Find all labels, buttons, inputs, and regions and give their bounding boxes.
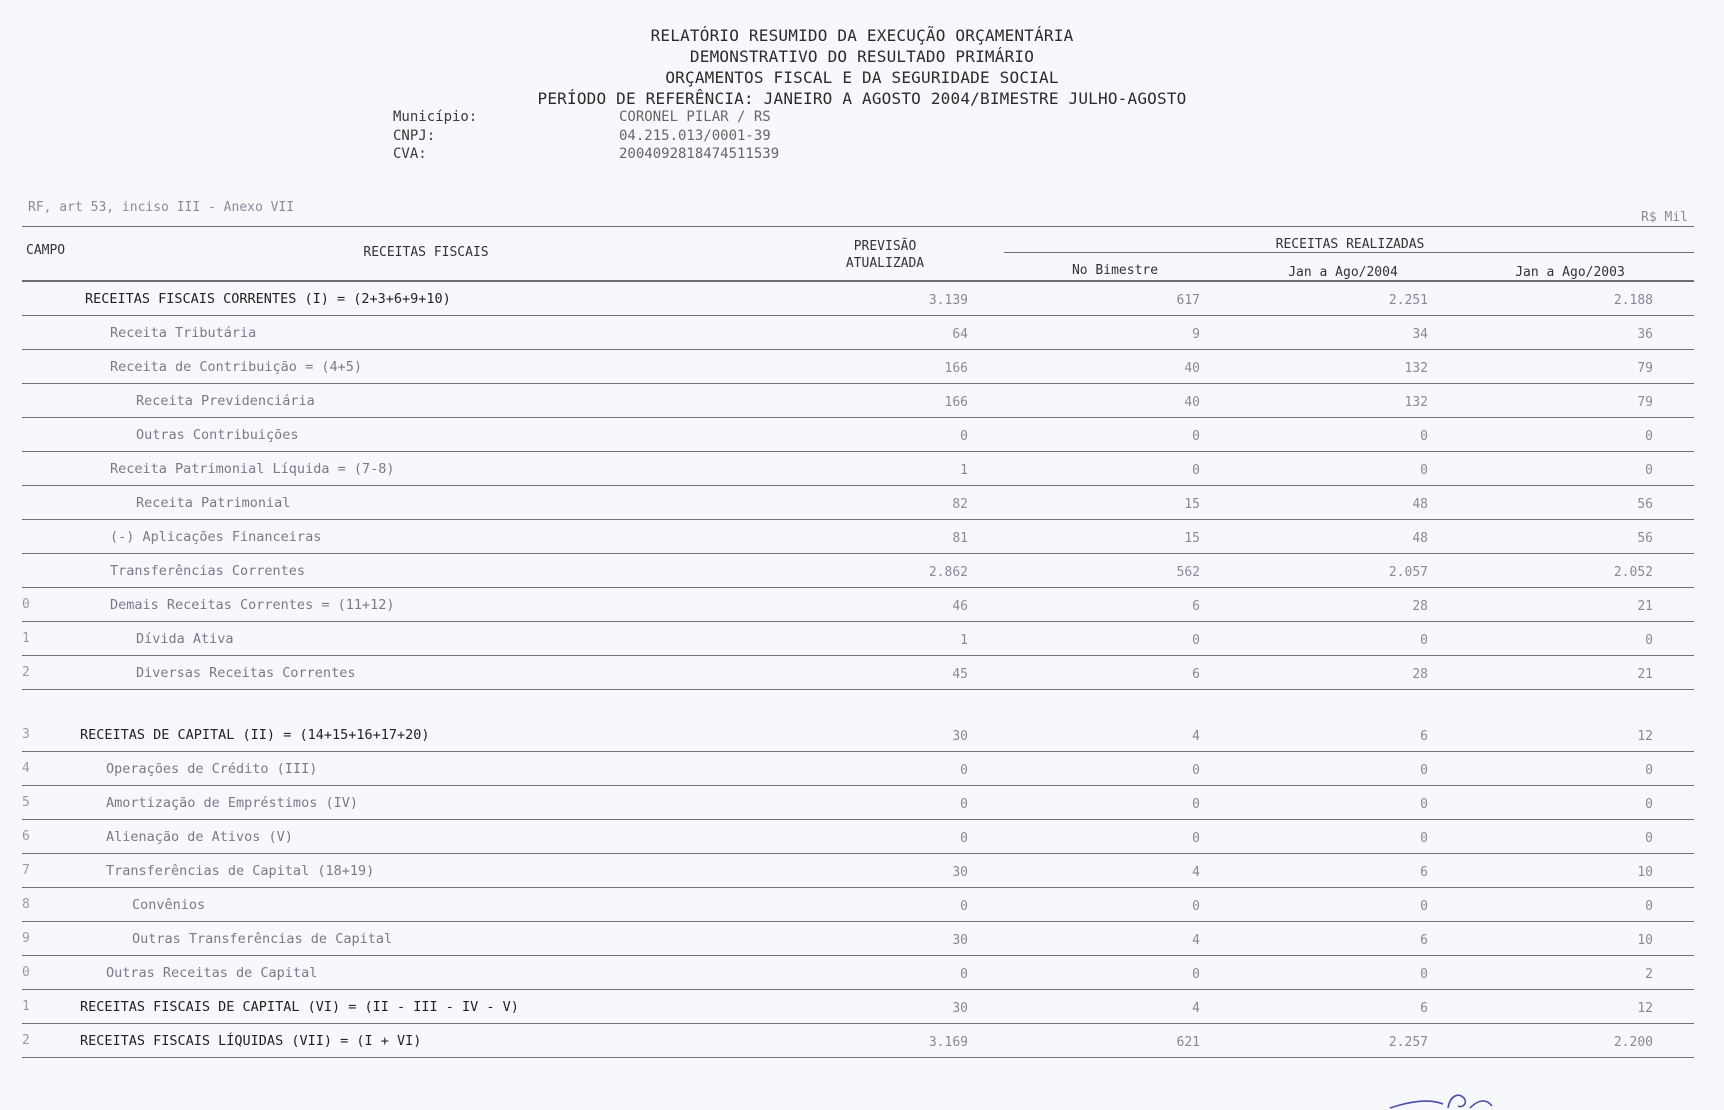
row-code: 3	[22, 727, 30, 742]
value-2003: 0	[1645, 633, 1653, 648]
value-bimestre: 4	[1192, 1001, 1200, 1016]
value-previsao: 30	[952, 1001, 968, 1016]
table-row	[0, 854, 1724, 888]
value-2004: 28	[1412, 599, 1428, 614]
value-bimestre: 6	[1192, 599, 1200, 614]
value-bimestre: 15	[1184, 531, 1200, 546]
row-label: Outras Receitas de Capital	[106, 965, 318, 981]
value-2003: 79	[1637, 395, 1653, 410]
table-row	[0, 350, 1724, 384]
row-label: Outras Contribuições	[136, 427, 299, 443]
report-title	[0, 25, 1724, 109]
table-row	[0, 486, 1724, 520]
value-bimestre: 0	[1192, 967, 1200, 982]
value-previsao: 1	[960, 463, 968, 478]
row-code: 4	[22, 761, 30, 776]
value-bimestre: 0	[1192, 831, 1200, 846]
value-2003: 2	[1645, 967, 1653, 982]
value-2004: 28	[1412, 667, 1428, 682]
value-2004: 0	[1420, 831, 1428, 846]
value-2003: 0	[1645, 899, 1653, 914]
row-label: Transferências Correntes	[110, 563, 306, 579]
row-label: RECEITAS FISCAIS DE CAPITAL (VI) = (II - III - IV - V)	[80, 999, 519, 1015]
row-code: 6	[22, 829, 30, 844]
value-2004: 2.057	[1388, 565, 1428, 580]
value-2003: 21	[1637, 667, 1653, 682]
value-bimestre: 0	[1192, 899, 1200, 914]
table-row	[0, 316, 1724, 350]
header-jan-ago-2004: Jan a Ago/2004	[1288, 265, 1398, 280]
value-2004: 0	[1420, 463, 1428, 478]
signature-mark	[1388, 1088, 1538, 1110]
value-2004: 6	[1420, 933, 1428, 948]
table-row	[0, 888, 1724, 922]
header-jan-ago-2003: Jan a Ago/2003	[1515, 265, 1625, 280]
value-previsao: 3.169	[928, 1035, 968, 1050]
value-2004: 0	[1420, 633, 1428, 648]
value-previsao: 30	[952, 933, 968, 948]
row-label: RECEITAS FISCAIS CORRENTES (I) = (2+3+6+9+10)	[85, 291, 451, 307]
value-bimestre: 4	[1192, 729, 1200, 744]
value-2003: 12	[1637, 729, 1653, 744]
value-2003: 0	[1645, 429, 1653, 444]
info-cnpj: CNPJ: 04.215.013/0001-39	[393, 127, 771, 144]
value-bimestre: 0	[1192, 763, 1200, 778]
value-bimestre: 6	[1192, 667, 1200, 682]
unit-label: R$ Mil	[1641, 210, 1688, 225]
value-previsao: 166	[944, 361, 968, 376]
value-2004: 0	[1420, 763, 1428, 778]
table-row	[0, 622, 1724, 656]
value-bimestre: 9	[1192, 327, 1200, 342]
value-bimestre: 0	[1192, 429, 1200, 444]
row-label: Receita Patrimonial Líquida = (7-8)	[110, 461, 395, 477]
row-code: 2	[22, 665, 30, 680]
table-row	[0, 282, 1724, 316]
value-2003: 2.188	[1613, 293, 1653, 308]
value-2004: 6	[1420, 865, 1428, 880]
table-row	[0, 718, 1724, 752]
row-label: Alienação de Ativos (V)	[106, 829, 293, 845]
row-code: 7	[22, 863, 30, 878]
title-line-3: ORÇAMENTOS FISCAL E DA SEGURIDADE SOCIAL	[665, 68, 1059, 87]
header-top-rule	[22, 226, 1694, 227]
value-bimestre: 4	[1192, 865, 1200, 880]
value-2003: 56	[1637, 531, 1653, 546]
row-divider	[22, 1057, 1694, 1058]
header-previsao: PREVISÃO ATUALIZADA	[845, 239, 925, 271]
row-code: 8	[22, 897, 30, 912]
value-2004: 34	[1412, 327, 1428, 342]
value-previsao: 0	[960, 831, 968, 846]
table-row	[0, 922, 1724, 956]
law-reference: RF, art 53, inciso III - Anexo VII	[28, 200, 295, 215]
value-previsao: 0	[960, 899, 968, 914]
row-code: 9	[22, 931, 30, 946]
value-previsao: 30	[952, 865, 968, 880]
row-code: 1	[22, 631, 30, 646]
value-bimestre: 40	[1184, 361, 1200, 376]
value-2003: 36	[1637, 327, 1653, 342]
row-label: Operações de Crédito (III)	[106, 761, 318, 777]
header-campo: CAMPO	[26, 243, 66, 258]
row-label: RECEITAS FISCAIS LÍQUIDAS (VII) = (I + VI)	[80, 1033, 422, 1049]
value-2003: 2.052	[1613, 565, 1653, 580]
value-2003: 56	[1637, 497, 1653, 512]
value-previsao: 166	[944, 395, 968, 410]
value-2003: 10	[1637, 933, 1653, 948]
header-no-bimestre: No Bimestre	[1071, 263, 1159, 278]
value-bimestre: 0	[1192, 463, 1200, 478]
value-2004: 2.251	[1388, 293, 1428, 308]
table-row	[0, 656, 1724, 690]
row-label: Diversas Receitas Correntes	[136, 665, 356, 681]
value-bimestre: 0	[1192, 797, 1200, 812]
value-previsao: 45	[952, 667, 968, 682]
value-previsao: 0	[960, 763, 968, 778]
value-bimestre: 617	[1176, 293, 1200, 308]
table-row	[0, 786, 1724, 820]
row-label: Receita Previdenciária	[136, 393, 315, 409]
row-label: Convênios	[132, 897, 206, 913]
title-line-1: RELATÓRIO RESUMIDO DA EXECUÇÃO ORÇAMENTÁRIA	[650, 26, 1074, 45]
row-label: RECEITAS DE CAPITAL (II) = (14+15+16+17+20)	[80, 727, 430, 743]
row-label: Outras Transferências de Capital	[132, 931, 393, 947]
value-bimestre: 15	[1184, 497, 1200, 512]
value-previsao: 82	[952, 497, 968, 512]
value-previsao: 0	[960, 429, 968, 444]
table-row	[0, 384, 1724, 418]
value-previsao: 1	[960, 633, 968, 648]
value-2004: 132	[1404, 395, 1428, 410]
value-previsao: 46	[952, 599, 968, 614]
table-row	[0, 520, 1724, 554]
value-2003: 0	[1645, 763, 1653, 778]
title-line-2: DEMONSTRATIVO DO RESULTADO PRIMÁRIO	[689, 47, 1035, 66]
header-receitas-realizadas: RECEITAS REALIZADAS	[1275, 237, 1425, 252]
value-2004: 48	[1412, 497, 1428, 512]
value-2004: 6	[1420, 729, 1428, 744]
value-2003: 21	[1637, 599, 1653, 614]
row-label: Receita Patrimonial	[136, 495, 291, 511]
value-previsao: 0	[960, 967, 968, 982]
value-previsao: 64	[952, 327, 968, 342]
row-label: Receita Tributária	[110, 325, 257, 341]
value-2003: 12	[1637, 1001, 1653, 1016]
table-row	[0, 588, 1724, 622]
info-municipio: Município: CORONEL PILAR / RS	[393, 109, 771, 125]
entity-info	[393, 108, 779, 164]
value-2004: 2.257	[1388, 1035, 1428, 1050]
value-2003: 0	[1645, 831, 1653, 846]
value-2003: 10	[1637, 865, 1653, 880]
value-previsao: 81	[952, 531, 968, 546]
row-label: Receita de Contribuição = (4+5)	[110, 359, 362, 375]
value-2004: 132	[1404, 361, 1428, 376]
row-label: Transferências de Capital (18+19)	[106, 863, 375, 879]
value-previsao: 0	[960, 797, 968, 812]
row-code: 0	[22, 597, 30, 612]
value-2004: 0	[1420, 899, 1428, 914]
value-bimestre: 4	[1192, 933, 1200, 948]
table-row	[0, 1024, 1724, 1058]
value-previsao: 30	[952, 729, 968, 744]
value-2004: 0	[1420, 967, 1428, 982]
row-code: 2	[22, 1033, 30, 1048]
header-receitas-fiscais: RECEITAS FISCAIS	[363, 245, 489, 260]
table-row	[0, 554, 1724, 588]
value-2004: 48	[1412, 531, 1428, 546]
table-row	[0, 820, 1724, 854]
info-cva: CVA: 2004092818474511539	[393, 146, 780, 162]
value-bimestre: 0	[1192, 633, 1200, 648]
value-previsao: 2.862	[928, 565, 968, 580]
row-label: Amortização de Empréstimos (IV)	[106, 795, 358, 811]
value-bimestre: 621	[1176, 1035, 1200, 1050]
table-row	[0, 956, 1724, 990]
value-2004: 0	[1420, 429, 1428, 444]
row-code: 0	[22, 965, 30, 980]
value-2003: 0	[1645, 797, 1653, 812]
value-2004: 6	[1420, 1001, 1428, 1016]
title-line-4: PERÍODO DE REFERÊNCIA: JANEIRO A AGOSTO 2004/BIMESTRE JULHO-AGOSTO	[537, 89, 1187, 108]
table-row	[0, 418, 1724, 452]
row-label: Demais Receitas Correntes = (11+12)	[110, 597, 395, 613]
value-2003: 0	[1645, 463, 1653, 478]
value-bimestre: 40	[1184, 395, 1200, 410]
value-bimestre: 562	[1176, 565, 1200, 580]
row-label: Dívida Ativa	[136, 631, 234, 647]
row-label: (-) Aplicações Financeiras	[110, 529, 322, 545]
value-2003: 79	[1637, 361, 1653, 376]
table-row	[0, 990, 1724, 1024]
value-previsao: 3.139	[928, 293, 968, 308]
value-2003: 2.200	[1613, 1035, 1653, 1050]
table-row	[0, 452, 1724, 486]
row-code: 1	[22, 999, 30, 1014]
value-2004: 0	[1420, 797, 1428, 812]
row-code: 5	[22, 795, 30, 810]
row-divider	[22, 689, 1694, 690]
table-row	[0, 752, 1724, 786]
